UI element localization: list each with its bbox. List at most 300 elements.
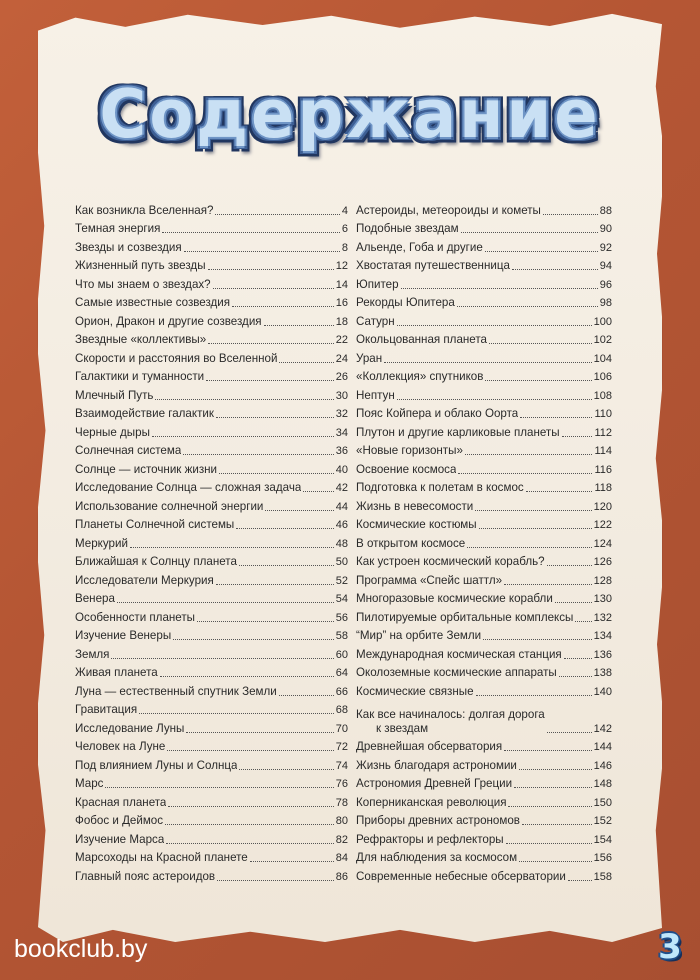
toc-entry xyxy=(75,606,348,625)
toc-dot-leader xyxy=(384,362,591,363)
toc-entry-page: 82 xyxy=(335,833,348,846)
toc-entry-page: 126 xyxy=(593,556,612,568)
page-number-badge xyxy=(650,926,690,968)
toc-entry-page: 134 xyxy=(593,630,612,642)
toc-entry xyxy=(75,532,348,551)
toc-entry-title: Марс xyxy=(75,777,104,790)
toc-entry xyxy=(75,421,348,440)
toc-entry xyxy=(75,440,348,459)
toc-entry xyxy=(356,218,612,237)
toc-entry xyxy=(356,292,612,311)
toc-entry-title: Подготовка к полетам в космос xyxy=(356,481,524,494)
toc-entry xyxy=(356,421,612,440)
toc-dot-leader xyxy=(279,695,334,696)
toc-entry-page: 78 xyxy=(335,796,348,809)
toc-entry-page: 26 xyxy=(335,371,348,383)
toc-entry xyxy=(75,865,348,884)
toc-entry-title: “Мир” на орбите Земли xyxy=(356,629,482,642)
toc-column-left xyxy=(75,199,348,884)
toc-entry-title: Ближайшая к Солнцу планета xyxy=(75,555,237,568)
toc-entry xyxy=(356,403,612,422)
toc-dot-leader xyxy=(117,602,334,603)
toc-entry-title: Космические костюмы xyxy=(356,518,477,531)
toc-entry xyxy=(75,236,348,255)
toc-entry-title: Красная планета xyxy=(75,795,167,809)
toc-entry-title: Млечный Путь xyxy=(75,388,154,402)
toc-entry-title: Хвостатая путешественница xyxy=(356,259,510,272)
toc-entry-title-line1: Как все начиналось: долгая дорога xyxy=(356,707,545,721)
toc-entry-page: 34 xyxy=(335,426,348,439)
toc-dot-leader xyxy=(564,658,592,659)
toc-entry-page: 100 xyxy=(593,315,612,328)
toc-entry xyxy=(75,495,348,514)
toc-dot-leader xyxy=(547,732,592,733)
page-title-block xyxy=(70,60,630,170)
toc-dot-leader xyxy=(130,547,334,548)
toc-entry-page: 56 xyxy=(335,611,348,624)
toc-dot-leader xyxy=(206,380,334,381)
toc-entry-page: 86 xyxy=(335,870,348,883)
toc-entry-title: Нептун xyxy=(356,388,395,402)
toc-entry-title: Скорости и расстояния во Вселенной xyxy=(75,351,278,365)
toc-entry xyxy=(356,347,612,366)
toc-entry xyxy=(75,847,348,866)
toc-entry-title: Как устроен космический корабль? xyxy=(356,555,545,568)
toc-entry xyxy=(75,588,348,607)
toc-entry-title: Фобос и Деймос xyxy=(75,814,164,827)
toc-entry xyxy=(75,810,348,829)
toc-dot-leader xyxy=(506,843,592,844)
toc-entry-page: 136 xyxy=(593,648,612,661)
toc-dot-leader xyxy=(183,454,333,455)
toc-entry xyxy=(75,477,348,496)
toc-entry-page: 52 xyxy=(335,574,348,587)
toc-entry-page: 36 xyxy=(335,445,348,457)
toc-entry xyxy=(75,384,348,403)
toc-entry-title: Подобные звездам xyxy=(356,222,459,235)
toc-entry-title: Окольцованная планета xyxy=(356,333,487,346)
toc-entry-page: 108 xyxy=(593,389,612,402)
toc-entry-page: 138 xyxy=(593,667,612,679)
toc-entry xyxy=(356,440,612,459)
toc-entry-page: 74 xyxy=(335,759,348,772)
toc-entry xyxy=(356,791,612,810)
toc-dot-leader xyxy=(139,713,334,714)
toc-entry-title: Орион, Дракон и другие созвездия xyxy=(75,314,262,328)
toc-dot-leader xyxy=(485,380,591,381)
toc-entry xyxy=(75,569,348,588)
toc-dot-leader xyxy=(568,880,592,881)
toc-dot-leader xyxy=(216,584,334,585)
toc-entry-title: Земля xyxy=(75,647,110,661)
toc-entry-title: Звезды и созвездия xyxy=(75,240,182,254)
toc-dot-leader xyxy=(397,325,592,326)
toc-dot-leader xyxy=(111,658,333,659)
toc-entry xyxy=(75,347,348,366)
toc-entry-title: Многоразовые космические корабли xyxy=(356,592,553,605)
toc-entry xyxy=(75,514,348,533)
toc-entry xyxy=(356,569,612,588)
toc-entry-title: Темная энергия xyxy=(75,222,161,235)
toc-entry-title: «Новые горизонты» xyxy=(356,444,463,457)
toc-entry-title: Пояс Койпера и облако Оорта xyxy=(356,407,519,420)
toc-entry-page: 30 xyxy=(335,389,348,402)
toc-entry-title xyxy=(356,708,545,736)
toc-dot-leader xyxy=(303,491,333,492)
toc-entry-title: Луна — естественный спутник Земли xyxy=(75,684,277,698)
toc-entry-page: 104 xyxy=(593,352,612,365)
watermark-text: bookclub.by xyxy=(14,935,148,963)
toc-entry xyxy=(75,218,348,237)
toc-entry xyxy=(75,699,348,718)
toc-entry xyxy=(356,551,612,570)
toc-dot-leader xyxy=(186,732,333,733)
toc-entry xyxy=(75,199,348,218)
toc-entry xyxy=(356,643,612,662)
toc-entry xyxy=(75,625,348,644)
toc-dot-leader xyxy=(152,436,334,437)
toc-entry xyxy=(356,847,612,866)
toc-entry-page: 12 xyxy=(335,260,348,272)
toc-entry-page: 96 xyxy=(599,278,612,291)
toc-entry xyxy=(75,717,348,736)
toc-entry-page: 84 xyxy=(335,852,348,864)
toc-entry xyxy=(75,736,348,755)
toc-entry-title: Изучение Венеры xyxy=(75,629,172,642)
toc-dot-leader xyxy=(514,787,592,788)
toc-entry-page: 144 xyxy=(593,741,612,753)
toc-entry-page: 64 xyxy=(335,667,348,679)
toc-entry-page: 148 xyxy=(593,778,612,790)
toc-entry-page: 150 xyxy=(593,796,612,809)
toc-entry-page: 130 xyxy=(593,593,612,605)
toc-entry xyxy=(75,310,348,329)
toc-entry-page: 14 xyxy=(335,278,348,291)
toc-entry xyxy=(356,514,612,533)
toc-entry xyxy=(356,606,612,625)
toc-entry-page: 110 xyxy=(594,408,612,420)
toc-entry-title: Уран xyxy=(356,351,383,365)
toc-dot-leader xyxy=(489,343,592,344)
toc-entry xyxy=(356,810,612,829)
toc-entry-page: 156 xyxy=(593,852,612,864)
toc-dot-leader xyxy=(208,269,334,270)
toc-dot-leader xyxy=(467,547,591,548)
toc-entry-title: Живая планета xyxy=(75,666,158,679)
toc-dot-leader xyxy=(250,861,334,862)
toc-entry xyxy=(75,662,348,681)
toc-entry-page: 44 xyxy=(335,500,348,513)
toc-entry-page: 16 xyxy=(335,297,348,309)
toc-entry-page: 66 xyxy=(335,685,348,698)
toc-entry-page: 18 xyxy=(335,315,348,328)
toc-entry xyxy=(356,458,612,477)
toc-entry-title: Солнце — источник жизни xyxy=(75,462,218,476)
toc-entry xyxy=(356,773,612,792)
toc-entry xyxy=(356,532,612,551)
toc-dot-leader xyxy=(559,676,592,677)
toc-entry xyxy=(75,773,348,792)
toc-entry-title: Человек на Луне xyxy=(75,740,166,753)
toc-entry xyxy=(75,366,348,385)
toc-entry-page: 4 xyxy=(341,204,348,217)
toc-entry xyxy=(356,754,612,773)
toc-entry xyxy=(75,791,348,810)
toc-entry xyxy=(356,495,612,514)
toc-dot-leader xyxy=(555,602,592,603)
toc-entry-title: Сатурн xyxy=(356,314,395,328)
toc-entry-page: 40 xyxy=(335,463,348,476)
toc-entry-title: Плутон и другие карликовые планеты xyxy=(356,425,560,439)
toc-entry-page: 152 xyxy=(593,815,612,827)
toc-entry xyxy=(356,199,612,218)
toc-entry xyxy=(75,680,348,699)
toc-entry xyxy=(356,366,612,385)
toc-entry-page: 54 xyxy=(335,593,348,605)
toc-entry-page: 22 xyxy=(335,334,348,346)
toc-entry-page: 146 xyxy=(593,759,612,772)
toc-dot-leader xyxy=(239,769,333,770)
toc-entry-title: Меркурий xyxy=(75,536,128,550)
toc-entry xyxy=(75,458,348,477)
toc-entry-title: Жизнь в невесомости xyxy=(356,499,474,513)
toc-entry-title: Что мы знаем о звездах? xyxy=(75,277,211,291)
page-title: Содержание xyxy=(99,76,601,154)
toc-dot-leader xyxy=(279,362,333,363)
toc-dot-leader xyxy=(512,269,598,270)
toc-entry-page: 114 xyxy=(594,445,612,457)
toc-entry-page: 132 xyxy=(593,611,612,624)
toc-entry-page: 124 xyxy=(593,537,612,550)
toc-entry-page: 8 xyxy=(341,241,348,254)
toc-entry-title: Современные небесные обсерватории xyxy=(356,869,566,883)
toc-dot-leader xyxy=(208,343,334,344)
toc-entry-title: Гравитация xyxy=(75,703,138,716)
toc-entry xyxy=(75,255,348,274)
toc-entry-page: 140 xyxy=(593,685,612,698)
page-number: 3 xyxy=(658,927,682,967)
toc-entry xyxy=(75,329,348,348)
toc-entry-page: 128 xyxy=(593,574,612,587)
toc-entry-title: Марсоходы на Красной планете xyxy=(75,851,248,864)
toc-dot-leader xyxy=(485,251,598,252)
toc-entry-title: Древнейшая обсерватория xyxy=(356,740,503,753)
toc-entry-title: Жизнь благодаря астрономии xyxy=(356,758,517,772)
toc-dot-leader xyxy=(504,584,592,585)
toc-entry-title: Особенности планеты xyxy=(75,610,196,624)
toc-dot-leader xyxy=(166,843,333,844)
toc-entry xyxy=(75,643,348,662)
toc-dot-leader xyxy=(479,528,592,529)
toc-dot-leader xyxy=(184,251,340,252)
toc-dot-leader xyxy=(213,288,334,289)
toc-entry-title: Рефракторы и рефлекторы xyxy=(356,832,504,846)
toc-entry-page: 76 xyxy=(335,778,348,790)
toc-entry-title: Околоземные космические аппараты xyxy=(356,666,557,679)
toc-dot-leader xyxy=(475,510,591,511)
toc-entry-title: «Коллекция» спутников xyxy=(356,370,484,383)
toc-entry xyxy=(75,754,348,773)
toc-dot-leader xyxy=(162,232,339,233)
toc-dot-leader xyxy=(401,288,598,289)
toc-dot-leader xyxy=(504,750,591,751)
toc-entry-page: 50 xyxy=(335,556,348,568)
toc-dot-leader xyxy=(543,214,598,215)
toc-entry xyxy=(356,310,612,329)
toc-entry-title: Самые известные созвездия xyxy=(75,296,231,309)
toc-entry-title: Исследование Солнца — сложная задача xyxy=(75,481,302,494)
toc-dot-leader xyxy=(165,824,334,825)
toc-dot-leader xyxy=(519,769,592,770)
toc-dot-leader xyxy=(105,787,333,788)
toc-entry-title: Для наблюдения за космосом xyxy=(356,851,518,864)
toc-entry xyxy=(356,625,612,644)
toc-entry-page: 68 xyxy=(335,704,348,716)
toc-dot-leader xyxy=(508,806,591,807)
toc-entry-title: Международная космическая станция xyxy=(356,647,562,661)
toc-entry-title: Жизненный путь звезды xyxy=(75,259,206,272)
toc-entry-title: Альенде, Гоба и другие xyxy=(356,240,483,254)
toc-entry xyxy=(356,865,612,884)
toc-entry-page: 92 xyxy=(599,241,612,254)
toc-entry-title: Звездные «коллективы» xyxy=(75,333,207,346)
toc-entry-title: Рекорды Юпитера xyxy=(356,296,455,309)
toc-entry-page: 142 xyxy=(593,722,612,735)
toc-entry-title: Галактики и туманности xyxy=(75,370,205,383)
toc-entry-page: 154 xyxy=(593,833,612,846)
toc-dot-leader xyxy=(239,565,334,566)
toc-entry-title: В открытом космосе xyxy=(356,536,466,550)
toc-dot-leader xyxy=(173,639,334,640)
toc-entry-title: Космические связные xyxy=(356,684,474,698)
toc-entry xyxy=(356,736,612,755)
toc-dot-leader xyxy=(575,621,591,622)
toc-entry-title-line2: к звездам xyxy=(376,721,429,735)
toc-entry-title: Коперниканская революция xyxy=(356,795,507,809)
toc-dot-leader xyxy=(520,417,592,418)
toc-entry-title: Использование солнечной энергии xyxy=(75,499,264,513)
toc-dot-leader xyxy=(155,399,333,400)
toc-entry-title: Программа «Спейс шаттл» xyxy=(356,573,503,587)
toc-entry-page: 46 xyxy=(335,519,348,531)
toc-entry-title: Пилотируемые орбитальные комплексы xyxy=(356,610,574,624)
toc-entry xyxy=(75,273,348,292)
toc-entry-title: Солнечная система xyxy=(75,444,182,457)
toc-entry xyxy=(356,255,612,274)
toc-entry xyxy=(356,329,612,348)
toc-entry xyxy=(75,551,348,570)
toc-entry-page: 6 xyxy=(341,223,348,235)
toc-entry-page: 116 xyxy=(594,463,612,476)
toc-dot-leader xyxy=(215,214,339,215)
toc-entry-page: 112 xyxy=(594,426,612,439)
toc-entry-page: 118 xyxy=(594,482,612,494)
toc-entry-page: 98 xyxy=(599,297,612,309)
toc-dot-leader xyxy=(461,232,598,233)
toc-entry xyxy=(356,588,612,607)
toc-entry-title: Изучение Марса xyxy=(75,832,165,846)
toc-dot-leader xyxy=(216,417,334,418)
toc-entry-title: Освоение космоса xyxy=(356,462,457,476)
toc-entry-title: Как возникла Вселенная? xyxy=(75,203,214,217)
toc-column-right xyxy=(356,199,612,884)
toc-entry-title: Главный пояс астероидов xyxy=(75,869,216,883)
toc-entry-page: 72 xyxy=(335,741,348,753)
toc-dot-leader xyxy=(264,325,334,326)
toc-dot-leader xyxy=(519,861,592,862)
toc-entry-title: Под влиянием Луны и Солнца xyxy=(75,758,238,772)
toc-entry xyxy=(356,699,612,736)
toc-entry-page: 60 xyxy=(335,648,348,661)
toc-entry-title: Юпитер xyxy=(356,277,399,291)
toc-entry xyxy=(356,236,612,255)
toc-dot-leader xyxy=(168,806,333,807)
toc-entry-page: 80 xyxy=(335,815,348,827)
toc-dot-leader xyxy=(476,695,592,696)
toc-entry-page: 88 xyxy=(599,204,612,217)
toc-entry-page: 94 xyxy=(599,260,612,272)
toc-entry-title: Исследование Луны xyxy=(75,721,185,735)
toc-entry-page: 48 xyxy=(335,537,348,550)
toc-entry xyxy=(356,477,612,496)
toc-dot-leader xyxy=(547,565,592,566)
toc-entry-page: 102 xyxy=(593,334,612,346)
toc-dot-leader xyxy=(265,510,333,511)
toc-entry-page: 90 xyxy=(599,223,612,235)
toc-entry-title: Астероиды, метеороиды и кометы xyxy=(356,203,541,217)
toc-entry xyxy=(356,828,612,847)
toc-entry-page: 122 xyxy=(593,519,612,531)
toc-dot-leader xyxy=(483,639,592,640)
toc-entry-page: 106 xyxy=(593,371,612,383)
toc-dot-leader xyxy=(526,491,593,492)
toc-entry-title: Взаимодействие галактик xyxy=(75,407,214,420)
toc-entry-page: 120 xyxy=(593,500,612,513)
toc-dot-leader xyxy=(197,621,334,622)
toc-entry-page: 58 xyxy=(335,630,348,642)
toc-dot-leader xyxy=(160,676,334,677)
toc-entry-title: Венера xyxy=(75,592,115,605)
toc-entry xyxy=(356,662,612,681)
toc-entry xyxy=(356,273,612,292)
toc-dot-leader xyxy=(562,436,593,437)
toc-entry-page: 24 xyxy=(335,352,348,365)
toc-dot-leader xyxy=(465,454,593,455)
toc-dot-leader xyxy=(219,473,334,474)
toc-entry xyxy=(75,828,348,847)
toc-entry-title: Исследователи Меркурия xyxy=(75,573,214,587)
toc-dot-leader xyxy=(236,528,333,529)
toc-entry-title: Планеты Солнечной системы xyxy=(75,518,235,531)
toc-dot-leader xyxy=(397,399,592,400)
toc-dot-leader xyxy=(457,306,598,307)
toc-entry-page: 32 xyxy=(335,408,348,420)
toc-entry-title: Приборы древних астрономов xyxy=(356,814,520,827)
toc-dot-leader xyxy=(167,750,333,751)
toc-entry-title: Астрономия Древней Греции xyxy=(356,777,513,790)
toc-entry-page: 70 xyxy=(335,722,348,735)
toc-dot-leader xyxy=(217,880,334,881)
toc-dot-leader xyxy=(458,473,592,474)
toc-entry-page: 42 xyxy=(335,482,348,494)
toc-entry xyxy=(75,292,348,311)
toc-entry-page: 158 xyxy=(593,870,612,883)
toc-entry-title: Черные дыры xyxy=(75,425,150,439)
toc-dot-leader xyxy=(522,824,592,825)
toc-dot-leader xyxy=(232,306,334,307)
toc-entry xyxy=(356,680,612,699)
toc-entry xyxy=(75,403,348,422)
